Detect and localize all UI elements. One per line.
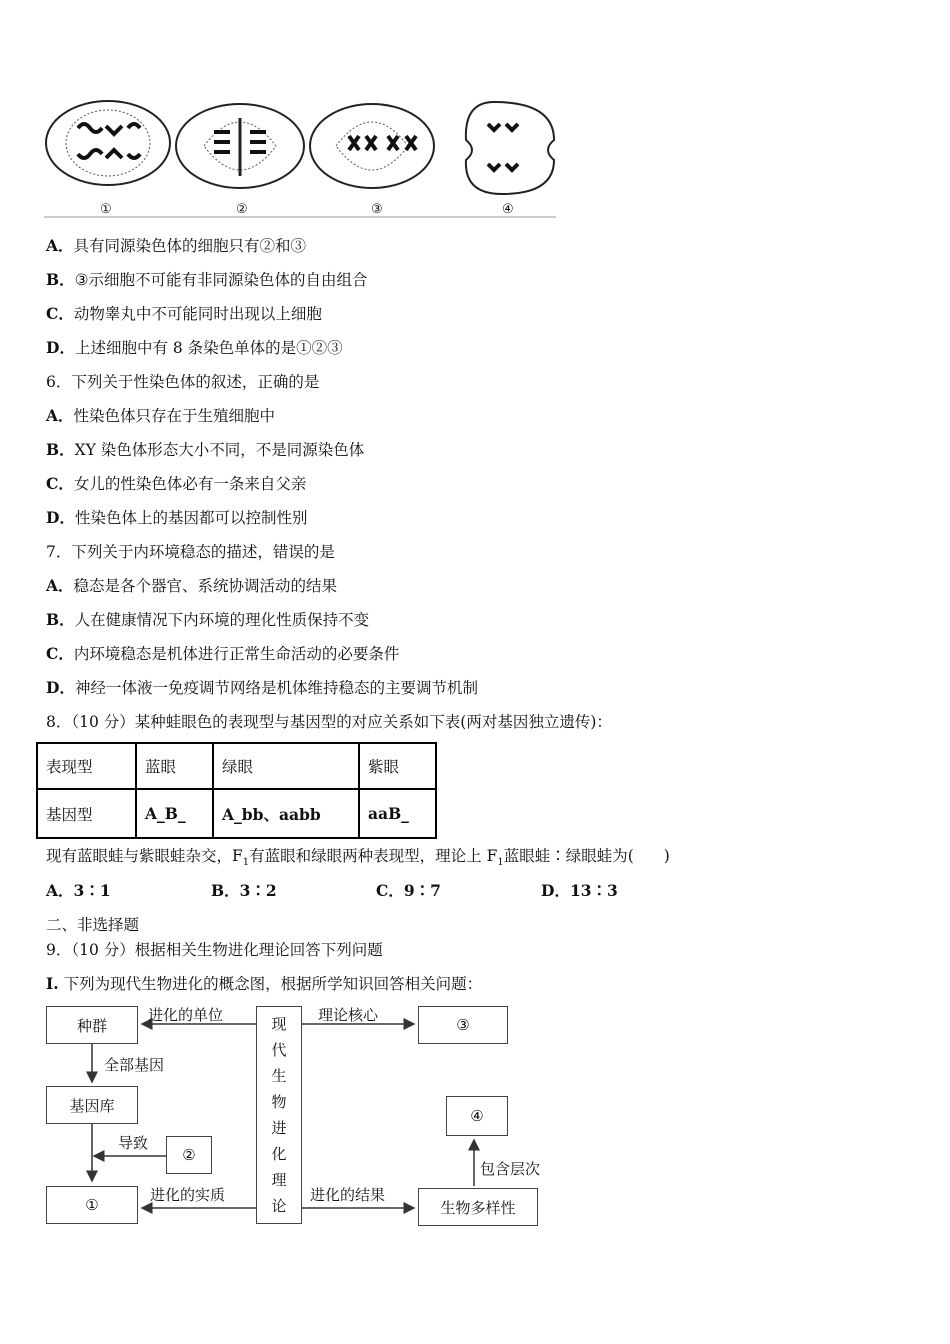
eye-color-table [36, 742, 437, 839]
q6-option-c: C．女儿的性染色体必有一条来自父亲 [46, 474, 307, 493]
cell-2-drawing [176, 104, 304, 188]
box-1: ① [46, 1186, 138, 1224]
q8-option-d: D．13∶3 [541, 881, 618, 900]
q9-part1: I. 下列为现代生物进化的概念图，根据所学知识回答相关问题： [46, 974, 483, 993]
cell-division-figure [44, 98, 556, 220]
cell-4-drawing [466, 102, 554, 194]
section-heading: 二、非选择题 [46, 916, 140, 934]
q7-option-c: C．内环境稳态是机体进行正常生命活动的必要条件 [46, 644, 400, 663]
q8-option-b: B．3∶2 [211, 881, 277, 900]
box-gene-pool: 基因库 [46, 1086, 138, 1124]
box-population: 种群 [46, 1006, 138, 1044]
box-3: ③ [418, 1006, 508, 1044]
table-cell: A_B_ [136, 789, 213, 838]
box-4: ④ [446, 1096, 508, 1136]
cell-label-2: ② [236, 202, 248, 217]
table-cell: 表现型 [37, 743, 136, 789]
q6-option-d: D．性染色体上的基因都可以控制性别 [46, 508, 308, 527]
table-cell: 绿眼 [213, 743, 359, 789]
cell-label-3: ③ [371, 202, 383, 217]
q8-question: 现有蓝眼蛙与紫眼蛙杂交，$F_1$有蓝眼和绿眼两种表现型，理论上 $F_1$蓝眼蛙∶绿眼蛙为( ) [46, 847, 670, 869]
q5-option-b: B．③示细胞不可能有非同源染色体的自由组合 [46, 270, 368, 289]
q8-option-c: C．9∶7 [376, 881, 441, 900]
q7-option-a: A．稳态是各个器官、系统协调活动的结果 [46, 576, 338, 595]
cell-3-drawing [310, 104, 434, 188]
q5-option-a: A．具有同源染色体的细胞只有②和③ [46, 236, 307, 255]
q9-stem: 9．（10 分）根据相关生物进化理论回答下列问题 [46, 941, 383, 959]
cell-label-4: ④ [502, 202, 514, 217]
q8-stem: 8．（10 分）某种蛙眼色的表现型与基因型的对应关系如下表(两对基因独立遗传)： [46, 713, 612, 731]
q8-option-a: A．3∶1 [46, 881, 111, 900]
box-biodiversity: 生物多样性 [418, 1188, 538, 1226]
q6-stem: 6．下列关于性染色体的叙述，正确的是 [46, 373, 320, 391]
table-cell: aaB_ [359, 789, 436, 838]
table-cell: 蓝眼 [136, 743, 213, 789]
box-modern-evolution-theory: 现 代 生 物 进 化 理 论 [256, 1006, 302, 1224]
label-evolution-unit: 进化的单位 [148, 1006, 224, 1024]
table-cell: 基因型 [37, 789, 136, 838]
label-evolution-result: 进化的结果 [310, 1186, 386, 1204]
table-cell: A_bb、aabb [213, 789, 359, 838]
q5-option-d: D．上述细胞中有 8 条染色单体的是①②③ [46, 338, 343, 357]
q7-option-d: D．神经一体液一免疫调节网络是机体维持稳态的主要调节机制 [46, 678, 478, 697]
label-hierarchy-levels: 包含层次 [480, 1160, 541, 1178]
label-all-genes: 全部基因 [104, 1056, 165, 1074]
label-cause: 导致 [118, 1134, 149, 1152]
q7-option-b: B．人在健康情况下内环境的理化性质保持不变 [46, 610, 370, 629]
q5-option-c: C．动物睾丸中不可能同时出现以上细胞 [46, 304, 322, 323]
q6-option-b: B．XY 染色体形态大小不同，不是同源染色体 [46, 440, 365, 459]
cell-label-1: ① [100, 202, 112, 217]
box-2: ② [166, 1136, 212, 1174]
table-cell: 紫眼 [359, 743, 436, 789]
label-evolution-essence: 进化的实质 [150, 1186, 226, 1204]
cell-1-drawing [46, 101, 170, 185]
q7-stem: 7．下列关于内环境稳态的描述，错误的是 [46, 543, 335, 561]
label-theory-core: 理论核心 [318, 1006, 379, 1024]
q6-option-a: A．性染色体只存在于生殖细胞中 [46, 406, 276, 425]
